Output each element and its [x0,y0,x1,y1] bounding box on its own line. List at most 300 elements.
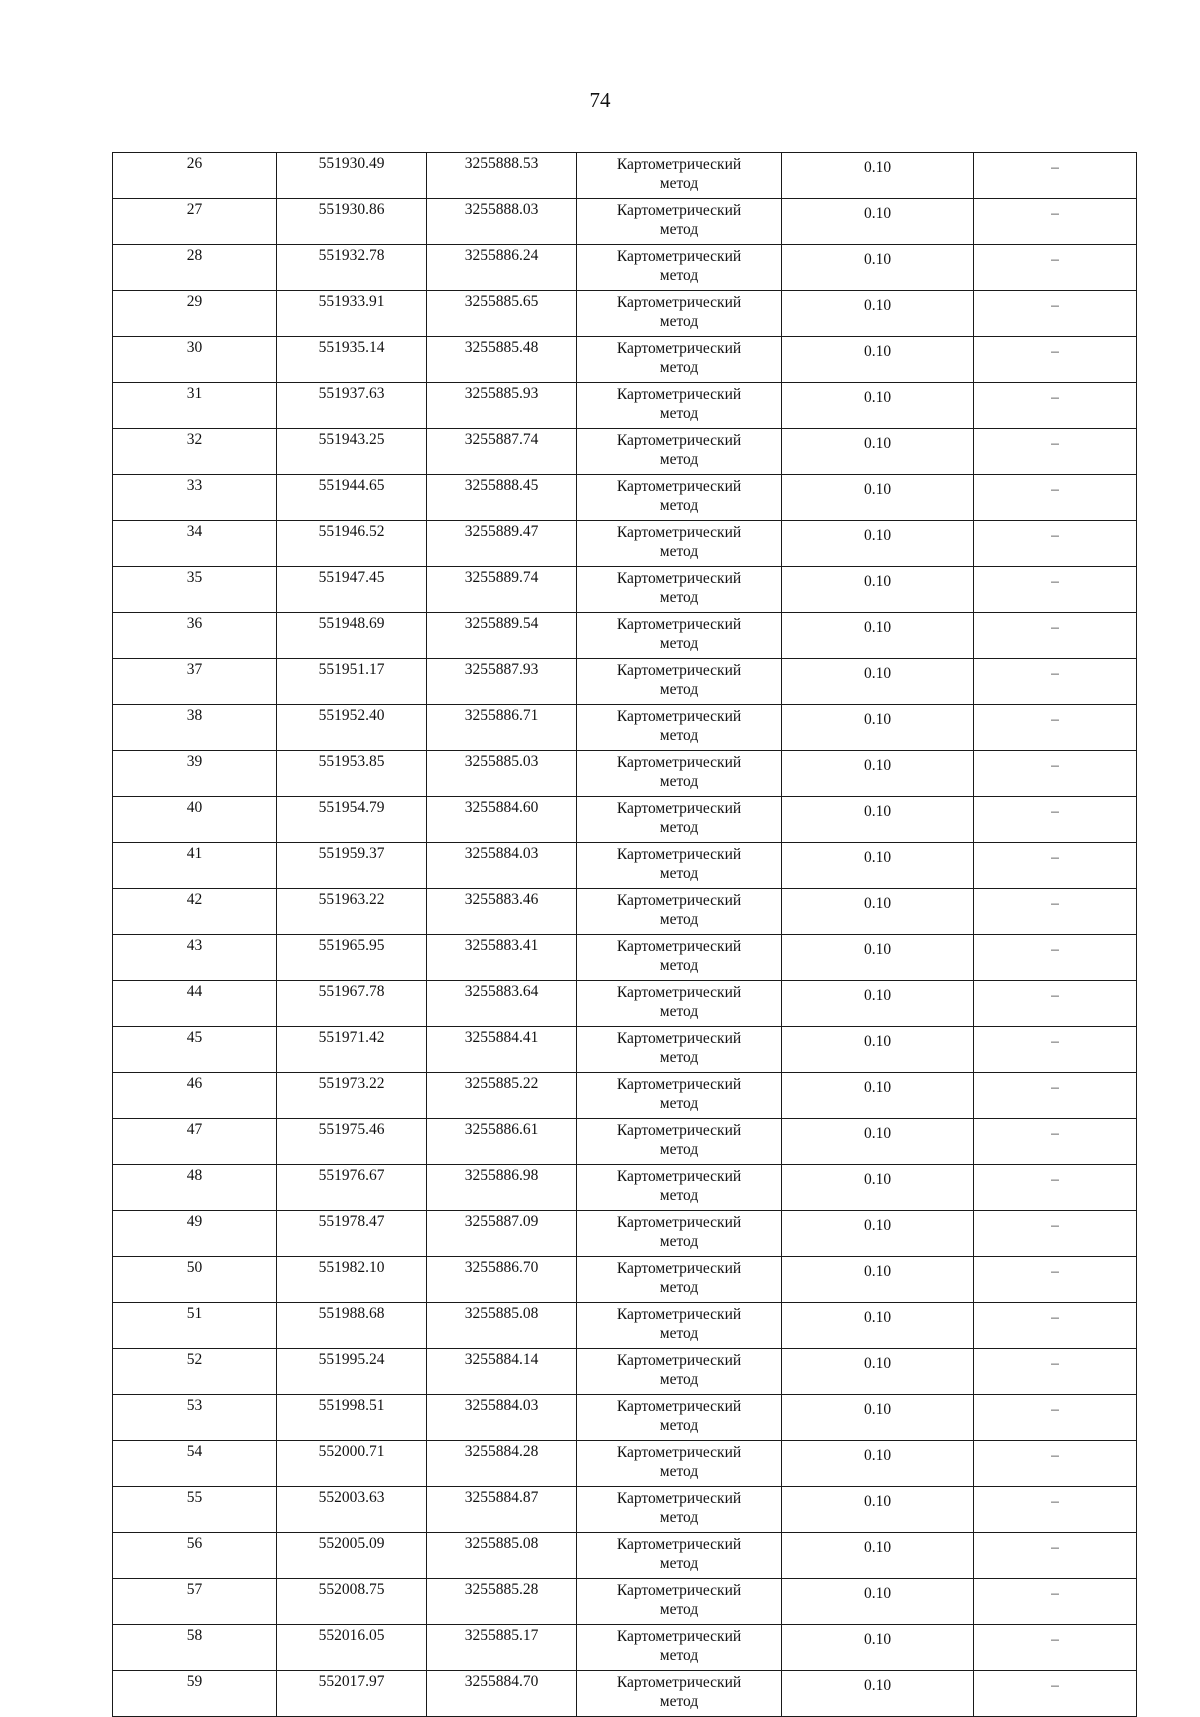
y-coordinate-cell: 3255885.65 [427,291,577,337]
note-cell: – [974,199,1137,245]
x-coordinate-cell: 551930.49 [277,153,427,199]
method-line-2: метод [659,681,699,698]
x-coordinate-cell: 551978.47 [277,1211,427,1257]
note-cell: – [974,613,1137,659]
x-coordinate-cell: 552008.75 [277,1579,427,1625]
point-number-cell: 44 [113,981,277,1027]
method-line-1: Картометрический [616,202,742,219]
table-row [113,337,1137,383]
x-coordinate-cell: 551952.40 [277,705,427,751]
accuracy-cell: 0.10 [782,1073,974,1119]
method-line-1: Картометрический [616,984,742,1001]
note-cell: – [974,1303,1137,1349]
note-cell: – [974,1165,1137,1211]
accuracy-cell: 0.10 [782,383,974,429]
accuracy-cell: 0.10 [782,1441,974,1487]
method-line-1: Картометрический [616,1306,742,1323]
table-row [113,1027,1137,1073]
method-line-1: Картометрический [616,386,742,403]
x-coordinate-cell: 551947.45 [277,567,427,613]
accuracy-cell: 0.10 [782,1395,974,1441]
method-line-2: метод [659,1187,699,1204]
point-number-cell: 47 [113,1119,277,1165]
y-coordinate-cell: 3255886.61 [427,1119,577,1165]
method-cell [577,1533,782,1579]
method-line-2: метод [659,221,699,238]
note-cell: – [974,429,1137,475]
table-row [113,1349,1137,1395]
method-cell [577,521,782,567]
note-cell: – [974,751,1137,797]
accuracy-cell: 0.10 [782,1487,974,1533]
method-cell [577,245,782,291]
x-coordinate-cell: 551953.85 [277,751,427,797]
y-coordinate-cell: 3255887.74 [427,429,577,475]
accuracy-cell: 0.10 [782,291,974,337]
method-line-2: метод [659,589,699,606]
method-line-1: Картометрический [616,1536,742,1553]
method-cell [577,1625,782,1671]
y-coordinate-cell: 3255886.98 [427,1165,577,1211]
method-line-1: Картометрический [616,1444,742,1461]
point-number-cell: 40 [113,797,277,843]
table-row [113,245,1137,291]
y-coordinate-cell: 3255887.93 [427,659,577,705]
y-coordinate-cell: 3255889.74 [427,567,577,613]
method-line-1: Картометрический [616,1490,742,1507]
method-line-2: метод [659,635,699,652]
note-cell: – [974,1349,1137,1395]
note-cell: – [974,981,1137,1027]
point-number-cell: 48 [113,1165,277,1211]
method-line-1: Картометрический [616,1260,742,1277]
y-coordinate-cell: 3255886.71 [427,705,577,751]
method-cell [577,1073,782,1119]
x-coordinate-cell: 551959.37 [277,843,427,889]
table-row [113,1257,1137,1303]
note-cell: – [974,245,1137,291]
table-row [113,521,1137,567]
method-line-2: метод [659,1279,699,1296]
note-cell: – [974,1119,1137,1165]
point-number-cell: 54 [113,1441,277,1487]
y-coordinate-cell: 3255889.54 [427,613,577,659]
method-line-2: метод [659,1647,699,1664]
method-line-1: Картометрический [616,708,742,725]
method-line-2: метод [659,727,699,744]
point-number-cell: 37 [113,659,277,705]
method-cell [577,659,782,705]
point-number-cell: 57 [113,1579,277,1625]
note-cell: – [974,1073,1137,1119]
table-row [113,429,1137,475]
y-coordinate-cell: 3255885.93 [427,383,577,429]
method-cell [577,1487,782,1533]
x-coordinate-cell: 551998.51 [277,1395,427,1441]
accuracy-cell: 0.10 [782,1165,974,1211]
method-cell [577,1257,782,1303]
table-row [113,1671,1137,1717]
method-cell [577,1211,782,1257]
x-coordinate-cell: 551995.24 [277,1349,427,1395]
table-row [113,1625,1137,1671]
x-coordinate-cell: 551951.17 [277,659,427,705]
method-line-1: Картометрический [616,1398,742,1415]
method-line-2: метод [659,1555,699,1572]
point-number-cell: 59 [113,1671,277,1717]
point-number-cell: 49 [113,1211,277,1257]
method-line-2: метод [659,1325,699,1342]
table-row [113,383,1137,429]
y-coordinate-cell: 3255884.28 [427,1441,577,1487]
method-cell [577,981,782,1027]
note-cell: – [974,935,1137,981]
accuracy-cell: 0.10 [782,475,974,521]
accuracy-cell: 0.10 [782,705,974,751]
table-row [113,1579,1137,1625]
accuracy-cell: 0.10 [782,1625,974,1671]
x-coordinate-cell: 551976.67 [277,1165,427,1211]
note-cell: – [974,705,1137,751]
point-number-cell: 30 [113,337,277,383]
note-cell: – [974,1211,1137,1257]
method-line-2: метод [659,175,699,192]
note-cell: – [974,1533,1137,1579]
table-row [113,843,1137,889]
method-line-2: метод [659,1095,699,1112]
y-coordinate-cell: 3255889.47 [427,521,577,567]
x-coordinate-cell: 551933.91 [277,291,427,337]
accuracy-cell: 0.10 [782,1533,974,1579]
method-line-1: Картометрический [616,294,742,311]
method-line-1: Картометрический [616,1674,742,1691]
point-number-cell: 34 [113,521,277,567]
method-line-1: Картометрический [616,1168,742,1185]
y-coordinate-cell: 3255886.24 [427,245,577,291]
table-row [113,475,1137,521]
point-number-cell: 56 [113,1533,277,1579]
point-number-cell: 28 [113,245,277,291]
table-row [113,1487,1137,1533]
method-cell [577,153,782,199]
accuracy-cell: 0.10 [782,889,974,935]
table-row [113,153,1137,199]
method-cell [577,291,782,337]
y-coordinate-cell: 3255885.22 [427,1073,577,1119]
method-line-1: Картометрический [616,662,742,679]
point-number-cell: 55 [113,1487,277,1533]
y-coordinate-cell: 3255885.48 [427,337,577,383]
point-number-cell: 53 [113,1395,277,1441]
y-coordinate-cell: 3255883.64 [427,981,577,1027]
method-line-2: метод [659,911,699,928]
method-line-2: метод [659,405,699,422]
x-coordinate-cell: 551943.25 [277,429,427,475]
accuracy-cell: 0.10 [782,1027,974,1073]
point-number-cell: 38 [113,705,277,751]
method-cell [577,1165,782,1211]
method-cell [577,475,782,521]
table-row [113,797,1137,843]
method-cell [577,1119,782,1165]
point-number-cell: 36 [113,613,277,659]
point-number-cell: 41 [113,843,277,889]
method-line-1: Картометрический [616,1582,742,1599]
table-row [113,1073,1137,1119]
method-line-2: метод [659,1463,699,1480]
y-coordinate-cell: 3255884.03 [427,843,577,889]
method-cell [577,1395,782,1441]
note-cell: – [974,521,1137,567]
method-cell [577,751,782,797]
note-cell: – [974,1625,1137,1671]
point-number-cell: 27 [113,199,277,245]
accuracy-cell: 0.10 [782,797,974,843]
point-number-cell: 26 [113,153,277,199]
x-coordinate-cell: 551948.69 [277,613,427,659]
point-number-cell: 50 [113,1257,277,1303]
accuracy-cell: 0.10 [782,1119,974,1165]
point-number-cell: 39 [113,751,277,797]
method-line-2: метод [659,773,699,790]
method-line-1: Картометрический [616,248,742,265]
accuracy-cell: 0.10 [782,1303,974,1349]
accuracy-cell: 0.10 [782,1671,974,1717]
accuracy-cell: 0.10 [782,429,974,475]
point-number-cell: 46 [113,1073,277,1119]
x-coordinate-cell: 551975.46 [277,1119,427,1165]
note-cell: – [974,383,1137,429]
x-coordinate-cell: 551937.63 [277,383,427,429]
table-row [113,705,1137,751]
note-cell: – [974,1441,1137,1487]
method-line-2: метод [659,313,699,330]
point-number-cell: 51 [113,1303,277,1349]
method-cell [577,797,782,843]
table-row [113,981,1137,1027]
table-row [113,291,1137,337]
point-number-cell: 42 [113,889,277,935]
method-line-1: Картометрический [616,570,742,587]
point-number-cell: 58 [113,1625,277,1671]
method-line-2: метод [659,451,699,468]
note-cell: – [974,889,1137,935]
note-cell: – [974,1579,1137,1625]
y-coordinate-cell: 3255884.60 [427,797,577,843]
x-coordinate-cell: 551930.86 [277,199,427,245]
method-line-1: Картометрический [616,1076,742,1093]
method-cell [577,199,782,245]
point-number-cell: 33 [113,475,277,521]
point-number-cell: 32 [113,429,277,475]
table-row [113,1441,1137,1487]
y-coordinate-cell: 3255884.41 [427,1027,577,1073]
y-coordinate-cell: 3255885.28 [427,1579,577,1625]
method-cell [577,1349,782,1395]
table-row [113,199,1137,245]
page-number: 74 [589,88,611,112]
x-coordinate-cell: 551965.95 [277,935,427,981]
x-coordinate-cell: 551988.68 [277,1303,427,1349]
method-line-2: метод [659,819,699,836]
coordinates-table [112,152,1137,1717]
table-row [113,1165,1137,1211]
accuracy-cell: 0.10 [782,199,974,245]
note-cell: – [974,1671,1137,1717]
table-row [113,567,1137,613]
point-number-cell: 35 [113,567,277,613]
note-cell: – [974,1487,1137,1533]
method-line-2: метод [659,1601,699,1618]
method-line-2: метод [659,1233,699,1250]
note-cell: – [974,291,1137,337]
y-coordinate-cell: 3255887.09 [427,1211,577,1257]
table-row [113,751,1137,797]
accuracy-cell: 0.10 [782,751,974,797]
coordinates-table-body [113,153,1137,1717]
method-cell [577,1579,782,1625]
y-coordinate-cell: 3255883.41 [427,935,577,981]
method-line-1: Картометрический [616,892,742,909]
method-cell [577,1441,782,1487]
note-cell: – [974,153,1137,199]
method-line-1: Картометрический [616,1628,742,1645]
y-coordinate-cell: 3255885.08 [427,1533,577,1579]
method-line-1: Картометрический [616,1030,742,1047]
method-line-2: метод [659,359,699,376]
method-line-2: метод [659,1049,699,1066]
y-coordinate-cell: 3255888.45 [427,475,577,521]
y-coordinate-cell: 3255884.70 [427,1671,577,1717]
method-line-2: метод [659,957,699,974]
table-row [113,1533,1137,1579]
method-line-2: метод [659,1371,699,1388]
x-coordinate-cell: 551982.10 [277,1257,427,1303]
method-line-2: метод [659,1141,699,1158]
method-line-1: Картометрический [616,478,742,495]
method-cell [577,843,782,889]
method-line-1: Картометрический [616,846,742,863]
note-cell: – [974,1257,1137,1303]
method-line-1: Картометрический [616,524,742,541]
x-coordinate-cell: 552000.71 [277,1441,427,1487]
method-cell [577,1303,782,1349]
table-row [113,889,1137,935]
note-cell: – [974,1027,1137,1073]
method-cell [577,705,782,751]
method-line-1: Картометрический [616,340,742,357]
accuracy-cell: 0.10 [782,981,974,1027]
accuracy-cell: 0.10 [782,153,974,199]
x-coordinate-cell: 551935.14 [277,337,427,383]
accuracy-cell: 0.10 [782,1257,974,1303]
table-row [113,1119,1137,1165]
y-coordinate-cell: 3255885.03 [427,751,577,797]
method-line-1: Картометрический [616,1352,742,1369]
accuracy-cell: 0.10 [782,1211,974,1257]
table-row [113,1395,1137,1441]
method-cell [577,383,782,429]
method-cell [577,889,782,935]
accuracy-cell: 0.10 [782,613,974,659]
y-coordinate-cell: 3255888.53 [427,153,577,199]
method-cell [577,1671,782,1717]
table-row [113,1303,1137,1349]
point-number-cell: 43 [113,935,277,981]
method-line-1: Картометрический [616,616,742,633]
method-line-2: метод [659,1693,699,1710]
table-row [113,935,1137,981]
x-coordinate-cell: 551932.78 [277,245,427,291]
note-cell: – [974,475,1137,521]
method-line-2: метод [659,1003,699,1020]
accuracy-cell: 0.10 [782,567,974,613]
note-cell: – [974,797,1137,843]
point-number-cell: 52 [113,1349,277,1395]
method-cell [577,935,782,981]
method-line-2: метод [659,497,699,514]
accuracy-cell: 0.10 [782,843,974,889]
method-line-1: Картометрический [616,156,742,173]
method-line-2: метод [659,865,699,882]
method-cell [577,429,782,475]
y-coordinate-cell: 3255885.17 [427,1625,577,1671]
method-line-2: метод [659,1417,699,1434]
method-line-2: метод [659,543,699,560]
accuracy-cell: 0.10 [782,1579,974,1625]
x-coordinate-cell: 551946.52 [277,521,427,567]
method-cell [577,567,782,613]
y-coordinate-cell: 3255884.03 [427,1395,577,1441]
method-cell [577,337,782,383]
method-line-1: Картометрический [616,432,742,449]
y-coordinate-cell: 3255883.46 [427,889,577,935]
accuracy-cell: 0.10 [782,659,974,705]
method-cell [577,1027,782,1073]
x-coordinate-cell: 551967.78 [277,981,427,1027]
note-cell: – [974,843,1137,889]
method-line-1: Картометрический [616,800,742,817]
table-row [113,1211,1137,1257]
y-coordinate-cell: 3255884.87 [427,1487,577,1533]
x-coordinate-cell: 551963.22 [277,889,427,935]
accuracy-cell: 0.10 [782,337,974,383]
table-row [113,613,1137,659]
y-coordinate-cell: 3255888.03 [427,199,577,245]
method-line-1: Картометрический [616,938,742,955]
note-cell: – [974,337,1137,383]
note-cell: – [974,567,1137,613]
y-coordinate-cell: 3255884.14 [427,1349,577,1395]
x-coordinate-cell: 551954.79 [277,797,427,843]
method-line-1: Картометрический [616,1122,742,1139]
table-row [113,659,1137,705]
accuracy-cell: 0.10 [782,1349,974,1395]
x-coordinate-cell: 552003.63 [277,1487,427,1533]
accuracy-cell: 0.10 [782,521,974,567]
method-line-1: Картометрический [616,754,742,771]
x-coordinate-cell: 551971.42 [277,1027,427,1073]
x-coordinate-cell: 552016.05 [277,1625,427,1671]
x-coordinate-cell: 552005.09 [277,1533,427,1579]
y-coordinate-cell: 3255886.70 [427,1257,577,1303]
method-cell [577,613,782,659]
point-number-cell: 29 [113,291,277,337]
point-number-cell: 31 [113,383,277,429]
x-coordinate-cell: 551973.22 [277,1073,427,1119]
note-cell: – [974,659,1137,705]
method-line-2: метод [659,267,699,284]
